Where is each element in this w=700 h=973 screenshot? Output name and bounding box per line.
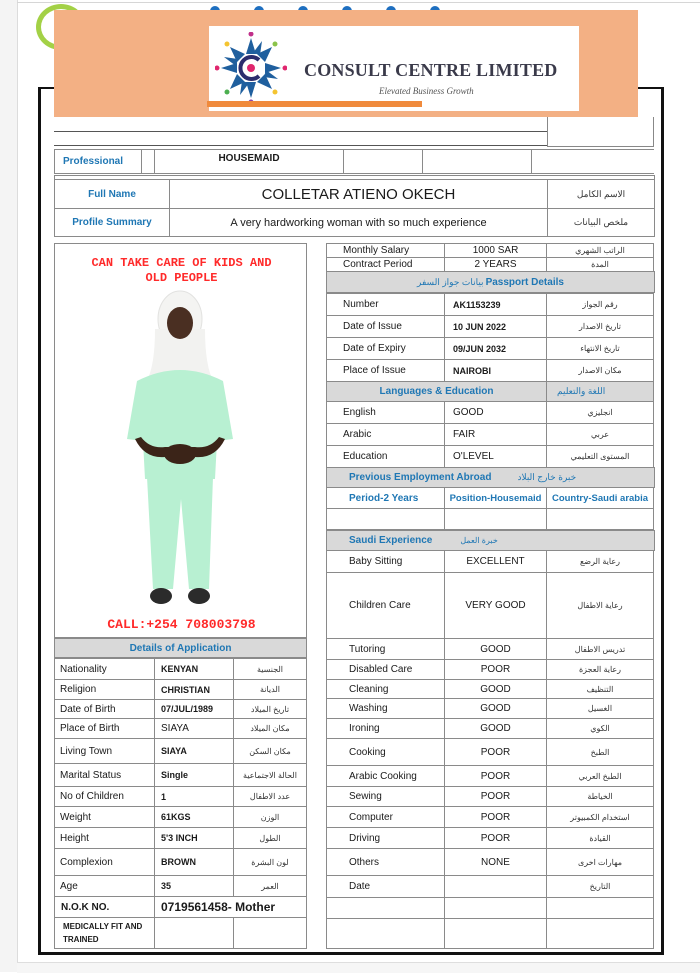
blank-cell (546, 508, 654, 530)
application-row-arabic: الجنسية (233, 658, 307, 680)
language-row-arabic: انجليزي (546, 401, 654, 424)
saudi-row-label: Disabled Care (326, 659, 445, 680)
language-row-value: FAIR (444, 423, 547, 446)
saudi-row-label: Cleaning (326, 679, 445, 699)
language-row-value: GOOD (444, 401, 547, 424)
saudi-row-value: POOR (444, 659, 547, 680)
saudi-row-value: POOR (444, 786, 547, 807)
viewer-bottom-band (17, 962, 700, 973)
saudi-row-value: POOR (444, 765, 547, 787)
saudi-experience-arabic: خبرة العمل (460, 536, 498, 545)
saudi-row-value: GOOD (444, 718, 547, 739)
blank-row (54, 117, 548, 132)
passport-row-value: 10 JUN 2022 (444, 315, 547, 338)
viewer-gutter (0, 0, 18, 972)
nok-label: N.O.K NO. (54, 896, 155, 918)
blank-cell (141, 149, 155, 174)
languages-header: Languages & Education (326, 381, 547, 402)
saudi-row-value: NONE (444, 848, 547, 876)
application-row-value: Single (154, 763, 234, 787)
saudi-row-arabic: رعاية الرضع (546, 550, 654, 573)
blank-cell (326, 508, 445, 530)
details-of-application-header: Details of Application (54, 638, 307, 658)
saudi-row-arabic: مهارات اخرى (546, 848, 654, 876)
application-row-label: Place of Birth (54, 718, 155, 739)
blank-cell (546, 897, 654, 919)
skills-callout-line: OLD PEOPLE (145, 271, 218, 285)
candidate-photo-panel (54, 243, 307, 638)
passport-row-label: Place of Issue (326, 359, 445, 382)
saudi-row-value: EXCELLENT (444, 550, 547, 573)
language-row-label: Education (326, 445, 445, 468)
saudi-row-label: Others (326, 848, 445, 876)
passport-row-label: Date of Issue (326, 315, 445, 338)
profile-summary-arabic: ملخص البيانات (547, 208, 655, 237)
passport-row-arabic: تاريخ الاصدار (546, 315, 654, 338)
contract-row-label: Monthly Salary (326, 243, 445, 258)
application-row-value: 5'3 INCH (154, 827, 234, 849)
application-row-label: Marital Status (54, 763, 155, 787)
language-row-label: Arabic (326, 423, 445, 446)
previous-employment-title: Previous Employment Abroad (349, 472, 492, 483)
saudi-row-value: POOR (444, 738, 547, 766)
skills-callout-line: CAN TAKE CARE OF KIDS AND (91, 256, 272, 270)
saudi-row-arabic: رعاية العجزة (546, 659, 654, 680)
saudi-row-arabic: التنظيف (546, 679, 654, 699)
full-name-value: COLLETAR ATIENO OKECH (169, 179, 548, 209)
previous-country: Country-Saudi arabia (546, 487, 654, 509)
previous-employment-arabic: خبرة خارج البلاد (517, 472, 577, 482)
contract-row-value: 2 YEARS (444, 257, 547, 272)
saudi-experience-title: Saudi Experience (349, 535, 433, 546)
medical-status-line: TRAINED (63, 935, 99, 944)
saudi-row-value: VERY GOOD (444, 572, 547, 639)
saudi-row-value: GOOD (444, 638, 547, 660)
saudi-row-value: POOR (444, 827, 547, 849)
saudi-row-value: POOR (444, 806, 547, 828)
application-row-arabic: مكان الميلاد (233, 718, 307, 739)
full-name-arabic: الاسم الكامل (547, 179, 655, 209)
profile-summary-label: Profile Summary (54, 208, 170, 237)
contract-row-value: 1000 SAR (444, 243, 547, 258)
saudi-row-arabic: الطبخ العربي (546, 765, 654, 787)
saudi-row-label: Sewing (326, 786, 445, 807)
profile-summary-value: A very hardworking woman with so much experience (169, 208, 548, 237)
blank-cell (343, 149, 423, 174)
passport-row-label: Date of Expiry (326, 337, 445, 360)
nok-value: 0719561458- Mother (154, 896, 307, 918)
saudi-row-arabic: الخياطة (546, 786, 654, 807)
blank-cell (326, 918, 445, 949)
company-logo-card (209, 26, 579, 111)
previous-employment-header (326, 467, 655, 488)
medical-status-line: MEDICALLY FIT AND (63, 922, 143, 931)
banner-strip (207, 101, 422, 107)
application-row-arabic: الديانة (233, 679, 307, 700)
application-row-label: Weight (54, 806, 155, 828)
saudi-row-arabic: تدريس الاطفال (546, 638, 654, 660)
languages-header-arabic: اللغة والتعليم (546, 381, 654, 402)
blank-cell (547, 117, 654, 147)
saudi-row-label: Washing (326, 698, 445, 719)
application-row-arabic: مكان السكن (233, 738, 307, 764)
application-row-arabic: الحالة الاجتماعية (233, 763, 307, 787)
application-row-value: 61KGS (154, 806, 234, 828)
passport-row-arabic: مكان الاصدار (546, 359, 654, 382)
saudi-row-label: Baby Sitting (326, 550, 445, 573)
saudi-experience-header (326, 530, 655, 551)
saudi-row-arabic: الغسيل (546, 698, 654, 719)
passport-row-value: 09/JUN 2032 (444, 337, 547, 360)
application-row-label: Nationality (54, 658, 155, 680)
blank-cell (444, 918, 547, 949)
saudi-row-arabic: استخدام الكمبيوتر (546, 806, 654, 828)
company-tagline: Elevated Business Growth (379, 86, 474, 96)
passport-row-value: NAIROBI (444, 359, 547, 382)
saudi-row-label: Cooking (326, 738, 445, 766)
previous-period: Period-2 Years (326, 487, 445, 509)
passport-row-arabic: تاريخ الانتهاء (546, 337, 654, 360)
passport-row-arabic: رقم الجواز (546, 293, 654, 316)
blank-cell (531, 149, 654, 174)
saudi-row-arabic: الكوي (546, 718, 654, 739)
passport-row-label: Number (326, 293, 445, 316)
blank-cell (154, 917, 234, 949)
blank-cell (546, 918, 654, 949)
application-row-value: 07/JUL/1989 (154, 699, 234, 719)
application-row-arabic: لون البشرة (233, 848, 307, 876)
contract-row-label: Contract Period (326, 257, 445, 272)
passport-row-value: AK1153239 (444, 293, 547, 316)
application-row-arabic: العمر (233, 875, 307, 897)
saudi-row-label: Arabic Cooking (326, 765, 445, 787)
application-row-value: SIAYA (154, 718, 234, 739)
application-row-label: Religion (54, 679, 155, 700)
saudi-row-value: GOOD (444, 698, 547, 719)
application-row-arabic: الطول (233, 827, 307, 849)
professional-label: Professional (54, 149, 142, 174)
language-row-label: English (326, 401, 445, 424)
full-name-label: Full Name (54, 179, 170, 209)
blank-cell (444, 897, 547, 919)
saudi-row-label: Tutoring (326, 638, 445, 660)
passport-details-arabic: بيانات جواز السفر (417, 276, 484, 287)
application-row-value: CHRISTIAN (154, 679, 234, 700)
sun-logo-icon (215, 32, 287, 104)
saudi-row-label: Computer (326, 806, 445, 828)
saudi-row-arabic: التاريخ (546, 875, 654, 898)
language-row-arabic: المستوى التعليمي (546, 445, 654, 468)
skills-callout (55, 256, 308, 286)
application-row-label: Living Town (54, 738, 155, 764)
blank-cell (444, 508, 547, 530)
blank-cell (233, 917, 307, 949)
saudi-row-label: Driving (326, 827, 445, 849)
application-row-label: Age (54, 875, 155, 897)
saudi-row-arabic: رعاية الاطفال (546, 572, 654, 639)
application-row-label: No of Children (54, 786, 155, 807)
medical-status-label (54, 917, 155, 949)
saudi-row-label: Date (326, 875, 445, 898)
candidate-photo (115, 289, 245, 611)
blank-row (54, 132, 548, 146)
language-row-value: O'LEVEL (444, 445, 547, 468)
saudi-row-arabic: القيادة (546, 827, 654, 849)
contract-row-arabic: الراتب الشهري (546, 243, 654, 258)
call-number: CALL:+254 708003798 (107, 617, 256, 632)
saudi-row-label: Children Care (326, 572, 445, 639)
application-row-value: 35 (154, 875, 234, 897)
application-row-value: BROWN (154, 848, 234, 876)
application-row-value: KENYAN (154, 658, 234, 680)
saudi-row-value (444, 875, 547, 898)
application-row-arabic: الوزن (233, 806, 307, 828)
blank-cell (326, 897, 445, 919)
application-row-value: SIAYA (154, 738, 234, 764)
passport-details-header (326, 271, 655, 293)
company-name: CONSULT CENTRE LIMITED (304, 60, 558, 80)
application-row-value: 1 (154, 786, 234, 807)
application-row-label: Date of Birth (54, 699, 155, 719)
contract-row-arabic: المدة (546, 257, 654, 272)
professional-value: HOUSEMAID (154, 149, 344, 174)
application-row-label: Complexion (54, 848, 155, 876)
application-row-arabic: تاريخ الميلاد (233, 699, 307, 719)
application-row-arabic: عدد الاطفال (233, 786, 307, 807)
language-row-arabic: عربي (546, 423, 654, 446)
blank-cell (422, 149, 532, 174)
saudi-row-arabic: الطبخ (546, 738, 654, 766)
previous-position: Position-Housemaid (444, 487, 547, 509)
saudi-row-value: GOOD (444, 679, 547, 699)
application-row-label: Height (54, 827, 155, 849)
passport-details-title: Passport Details (485, 276, 564, 288)
saudi-row-label: Ironing (326, 718, 445, 739)
